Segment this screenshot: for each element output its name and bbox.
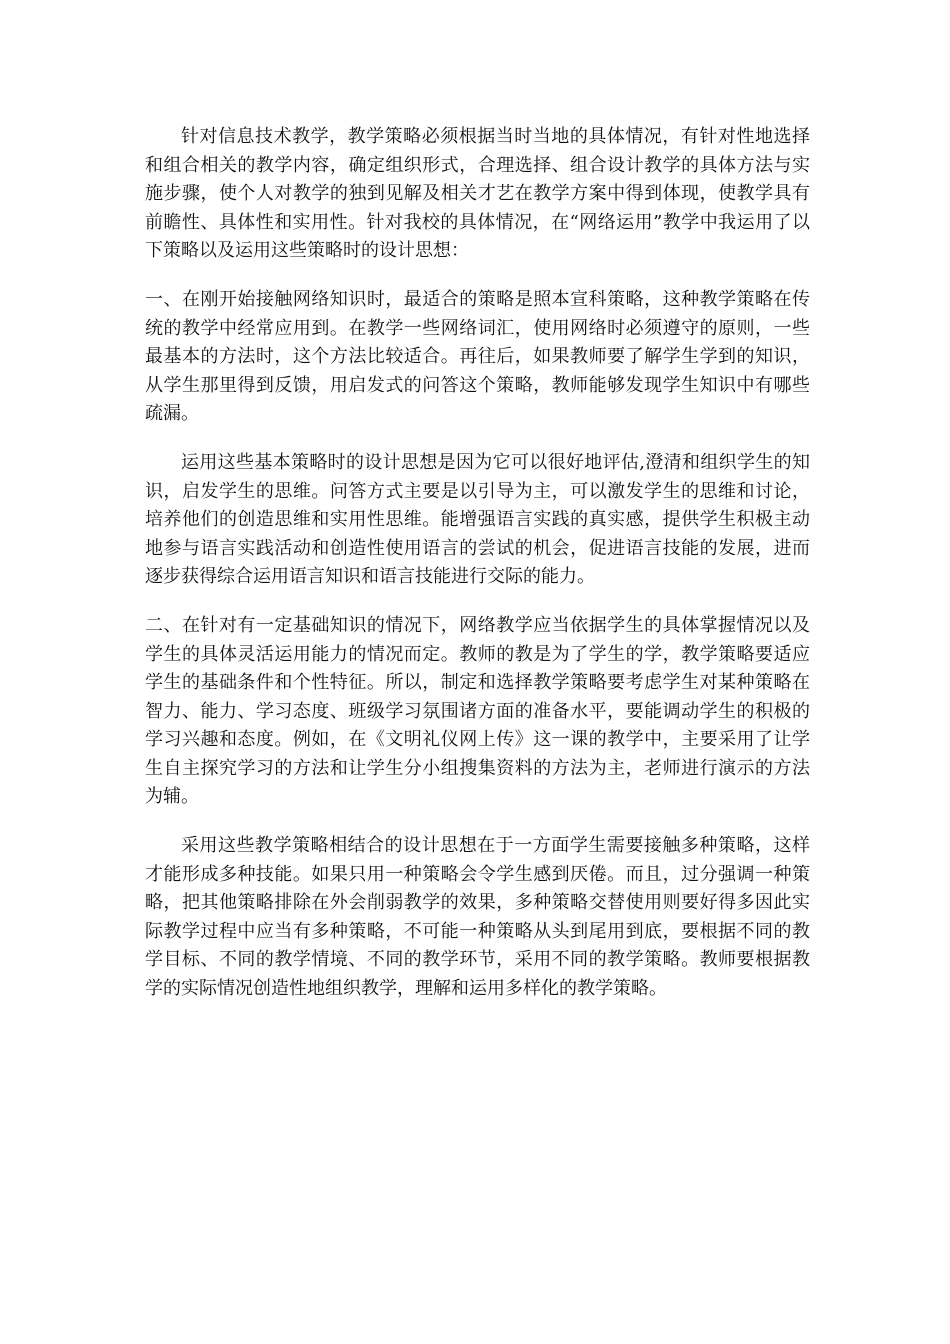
- paragraph-strategy-one: 一、在刚开始接触网络知识时，最适合的策略是照本宣科策略，这种教学策略在传统的教学中经常应用到。在教学一些网络词汇，使用网络时必须遵守的原则，一些最基本的方法时，这个方法比较适合。再往后，如果教师要了解学生学到的知识，从学生那里得到反馈，用启发式的问答这个策略，教师能够发现学生知识中有哪些疏漏。: [145, 288, 810, 425]
- paragraph-strategy-two-rationale: 采用这些教学策略相结合的设计思想在于一方面学生需要接触多种策略，这样才能形成多种技能。如果只用一种策略会令学生感到厌倦。而且，过分强调一种策略，把其他策略排除在外会削弱教学的效果，多种策略交替使用则要好得多因此实际教学过程中应当有多种策略，不可能一种策略从头到尾用到底，要根据不同的教学目标、不同的教学情境、不同的教学环节，采用不同的教学策略。教师要根据教学的实际情况创造性地组织教学，理解和运用多样化的教学策略。: [145, 835, 810, 1000]
- paragraph-strategy-two: 二、在针对有一定基础知识的情况下，网络教学应当依据学生的具体掌握情况以及学生的具体灵活运用能力的情况而定。教师的教是为了学生的学，教学策略要适应学生的基础条件和个性特征。所以，制定和选择教学策略要考虑学生对某种策略在智力、能力、学习态度、班级学习氛围诸方面的准备水平，要能调动学生的积极的学习兴趣和态度。例如，在《文明礼仪网上传》这一课的教学中，主要采用了让学生自主探究学习的方法和让学生分小组搜集资料的方法为主，老师进行演示的方法为辅。: [145, 614, 810, 808]
- paragraph-intro: 针对信息技术教学，教学策略必须根据当时当地的具体情况，有针对性地选择和组合相关的教学内容，确定组织形式，合理选择、组合设计教学的具体方法与实施步骤，使个人对教学的独到见解及相关才艺在教学方案中得到体现，使教学具有前瞻性、具体性和实用性。针对我校的具体情况，在“网络运用”教学中我运用了以下策略以及运用这些策略时的设计思想：: [145, 126, 810, 262]
- document-body: [145, 123, 810, 1024]
- paragraph-strategy-one-rationale: 运用这些基本策略时的设计思想是因为它可以很好地评估,澄清和组织学生的知识，启发学生的思维。问答方式主要是以引导为主，可以激发学生的思维和讨论，培养他们的创造思维和实用性思维。能增强语言实践的真实感，提供学生积极主动地参与语言实践活动和创造性使用语言的尝试的机会，促进语言技能的发展，进而逐步获得综合运用语言知识和语言技能进行交际的能力。: [145, 451, 810, 588]
